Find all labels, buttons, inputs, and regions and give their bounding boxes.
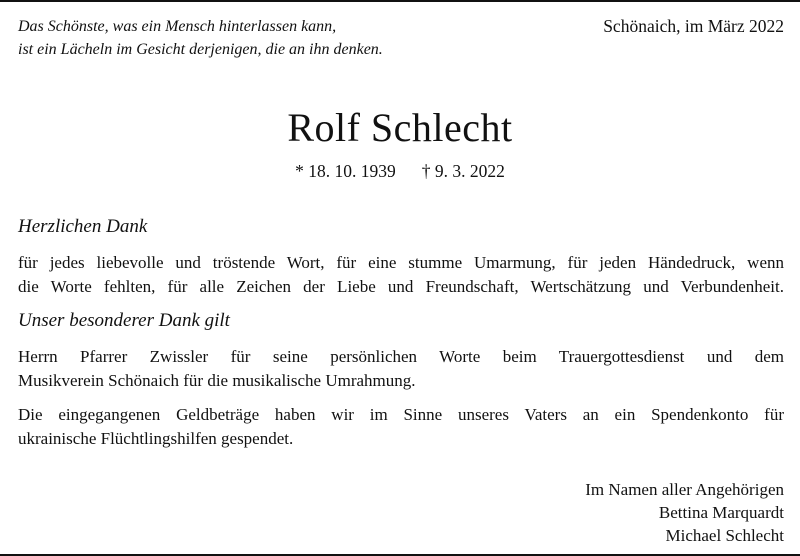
memorial-quote [18,15,383,61]
signature-name: Michael Schlecht [665,526,784,545]
life-dates [0,159,800,183]
text-line: ukrainische Flüchtlingshilfen gespendet. [18,428,294,448]
text-line: Die eingegangenen Geldbeträge haben wir im Sinne unseres Vaters an ein Spendenkonto für [18,405,784,424]
thanks-text [18,251,784,298]
text-line: für jedes liebevolle und tröstende Wort, für eine stumme Umarmung, für jeden Händedruck, wenn [18,253,784,272]
text-line: Musikverein Schönaich für die musikalische Umrahmung. [18,370,416,390]
place-and-date: Schönaich, im März 2022 [603,16,784,36]
signature-line: Im Namen aller Angehörigen [585,480,784,499]
deceased-name: Rolf Schlecht [287,105,513,150]
thanks-heading: Herzlichen Dank [18,216,148,237]
quote-line: Das Schönste, was ein Mensch hinterlassen kann, [18,18,337,35]
birth-date: * 18. 10. 1939 [295,161,396,181]
text-line: Herrn Pfarrer Zwissler für seine persönlichen Worte beim Trauergottesdienst und dem [18,347,784,366]
donation-text [18,403,784,450]
special-thanks-text [18,345,784,392]
signature-name: Bettina Marquardt [658,503,784,522]
quote-line: ist ein Lächeln im Gesicht derjenigen, die an ihn denken. [18,41,383,58]
death-date: † 9. 3. 2022 [421,161,505,181]
special-thanks-heading: Unser besonderer Dank gilt [18,310,230,331]
signature-block [585,478,784,547]
text-line: die Worte fehlten, für alle Zeichen der Liebe und Freundschaft, Wertschätzung und Verbundenheit. [18,276,784,296]
